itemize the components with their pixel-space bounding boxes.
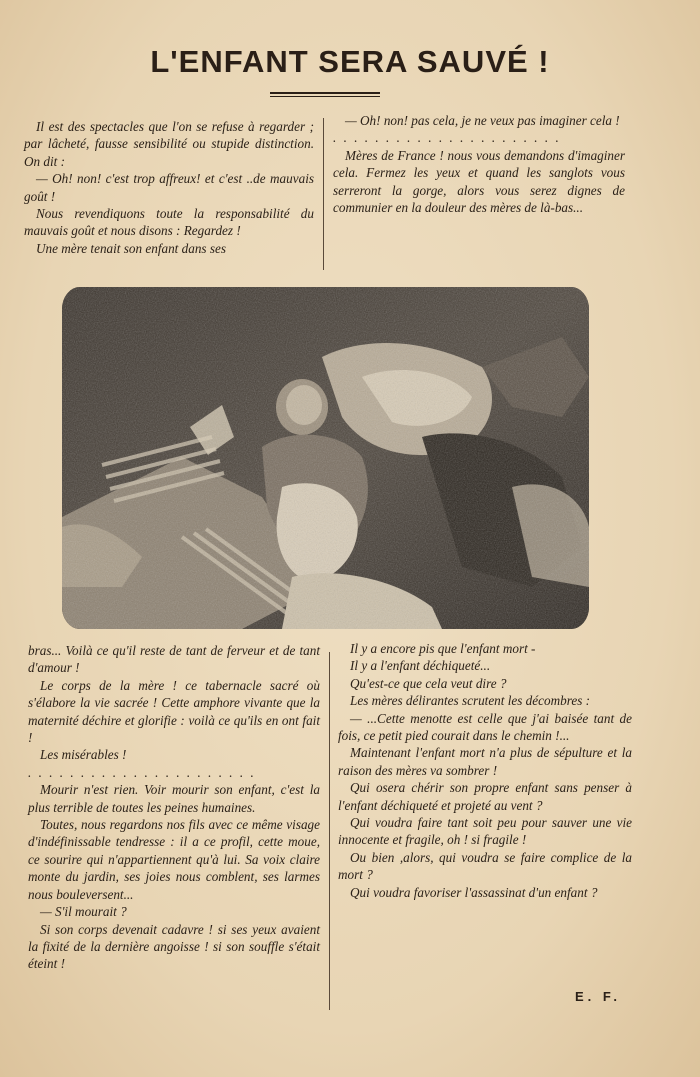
article-title: L'ENFANT SERA SAUVÉ ! <box>150 44 550 79</box>
paragraph: — Oh! non! c'est trop affreux! et c'est ..de mauvais goût ! <box>24 171 314 204</box>
column-divider-top <box>323 118 324 270</box>
column-top-left <box>24 118 314 257</box>
article-photograph <box>62 287 589 629</box>
paragraph: Il y a encore pis que l'enfant mort - <box>350 641 536 656</box>
paragraph: — ...Cette menotte est celle que j'ai baisée tant de fois, ce petit pied courait dans le chemin !... <box>338 710 632 744</box>
paragraph: Le corps de la mère ! ce tabernacle sacré où s'élabore la vie sacrée ! Cette amphore vivante que la maternité déchire et glorifie : voilà ce qu'ils en ont fait ! <box>28 677 320 746</box>
author-signature: E. F. <box>575 989 622 1004</box>
column-bottom-right <box>338 640 632 901</box>
dotted-separator: . . . . . . . . . . . . . . . . . . . . . . <box>333 130 561 146</box>
paragraph: Nous revendiquons toute la responsabilité du mauvais goût et nous disons : Regardez ! <box>24 206 314 239</box>
paragraph: — S'il mourait ? <box>40 904 127 920</box>
photo-illustration <box>62 287 589 629</box>
paragraph: Il y a l'enfant déchiqueté... <box>350 658 491 674</box>
paragraph: Mourir n'est rien. Voir mourir son enfant, c'est la plus terrible de toutes les peines humaines. <box>28 782 320 815</box>
column-top-right <box>333 112 625 216</box>
paragraph: Les misérables ! <box>40 747 127 763</box>
title-underline-thin <box>270 96 380 97</box>
column-divider-bottom <box>329 652 330 1010</box>
paragraph: Maintenant l'enfant mort n'a plus de sépulture et la raison des mères va sombrer ! <box>338 745 632 778</box>
title-underline <box>270 92 380 94</box>
dotted-separator: . . . . . . . . . . . . . . . . . . . . . . <box>28 764 256 780</box>
paragraph: — Oh! non! pas cela, je ne veux pas imaginer cela ! <box>345 113 620 128</box>
paragraph: Ou bien ,alors, qui voudra se faire complice de la mort ? <box>338 849 632 883</box>
paragraph: Qui voudra favoriser l'assassinat d'un enfant ? <box>350 884 598 900</box>
paragraph: Les mères délirantes scrutent les décombres : <box>350 693 591 709</box>
paragraph: Toutes, nous regardons nos fils avec ce même visage d'indéfinissable tendresse : il a ce profil, cette moue, ce sourire qui n'appartiennent qu'à lui. Sa voix claire monte du jardin, ses joies nous comblent, ses larmes nous bouleversent... <box>28 817 320 902</box>
paragraph: Il est des spectacles que l'on se refuse à regarder ; par lâcheté, fausse sensibilité ou stupide distinction. On dit : <box>24 119 314 169</box>
paragraph: Mères de France ! nous vous demandons d'imaginer cela. Fermez les yeux et quand les sanglots vous serreront la gorge, alors vous serez dignes de communier en la douleur des mères de là-bas... <box>333 147 625 216</box>
paragraph: Si son corps devenait cadavre ! si ses yeux avaient la fixité de la dernière angoisse ! si son souffle s'était éteint ! <box>28 921 320 972</box>
column-bottom-left <box>28 642 320 973</box>
paragraph: Qu'est-ce que cela veut dire ? <box>350 675 507 691</box>
paragraph: Qui osera chérir son propre enfant sans penser à l'enfant déchiqueté et projeté au vent ? <box>338 780 632 813</box>
paragraph: Une mère tenait son enfant dans ses <box>36 240 226 256</box>
paragraph: Qui voudra faire tant soit peu pour sauver une vie innocente et fragile, oh ! si fragile ! <box>338 815 632 848</box>
paragraph: bras... Voilà ce qu'il reste de tant de ferveur et de tant d'amour ! <box>28 643 320 676</box>
